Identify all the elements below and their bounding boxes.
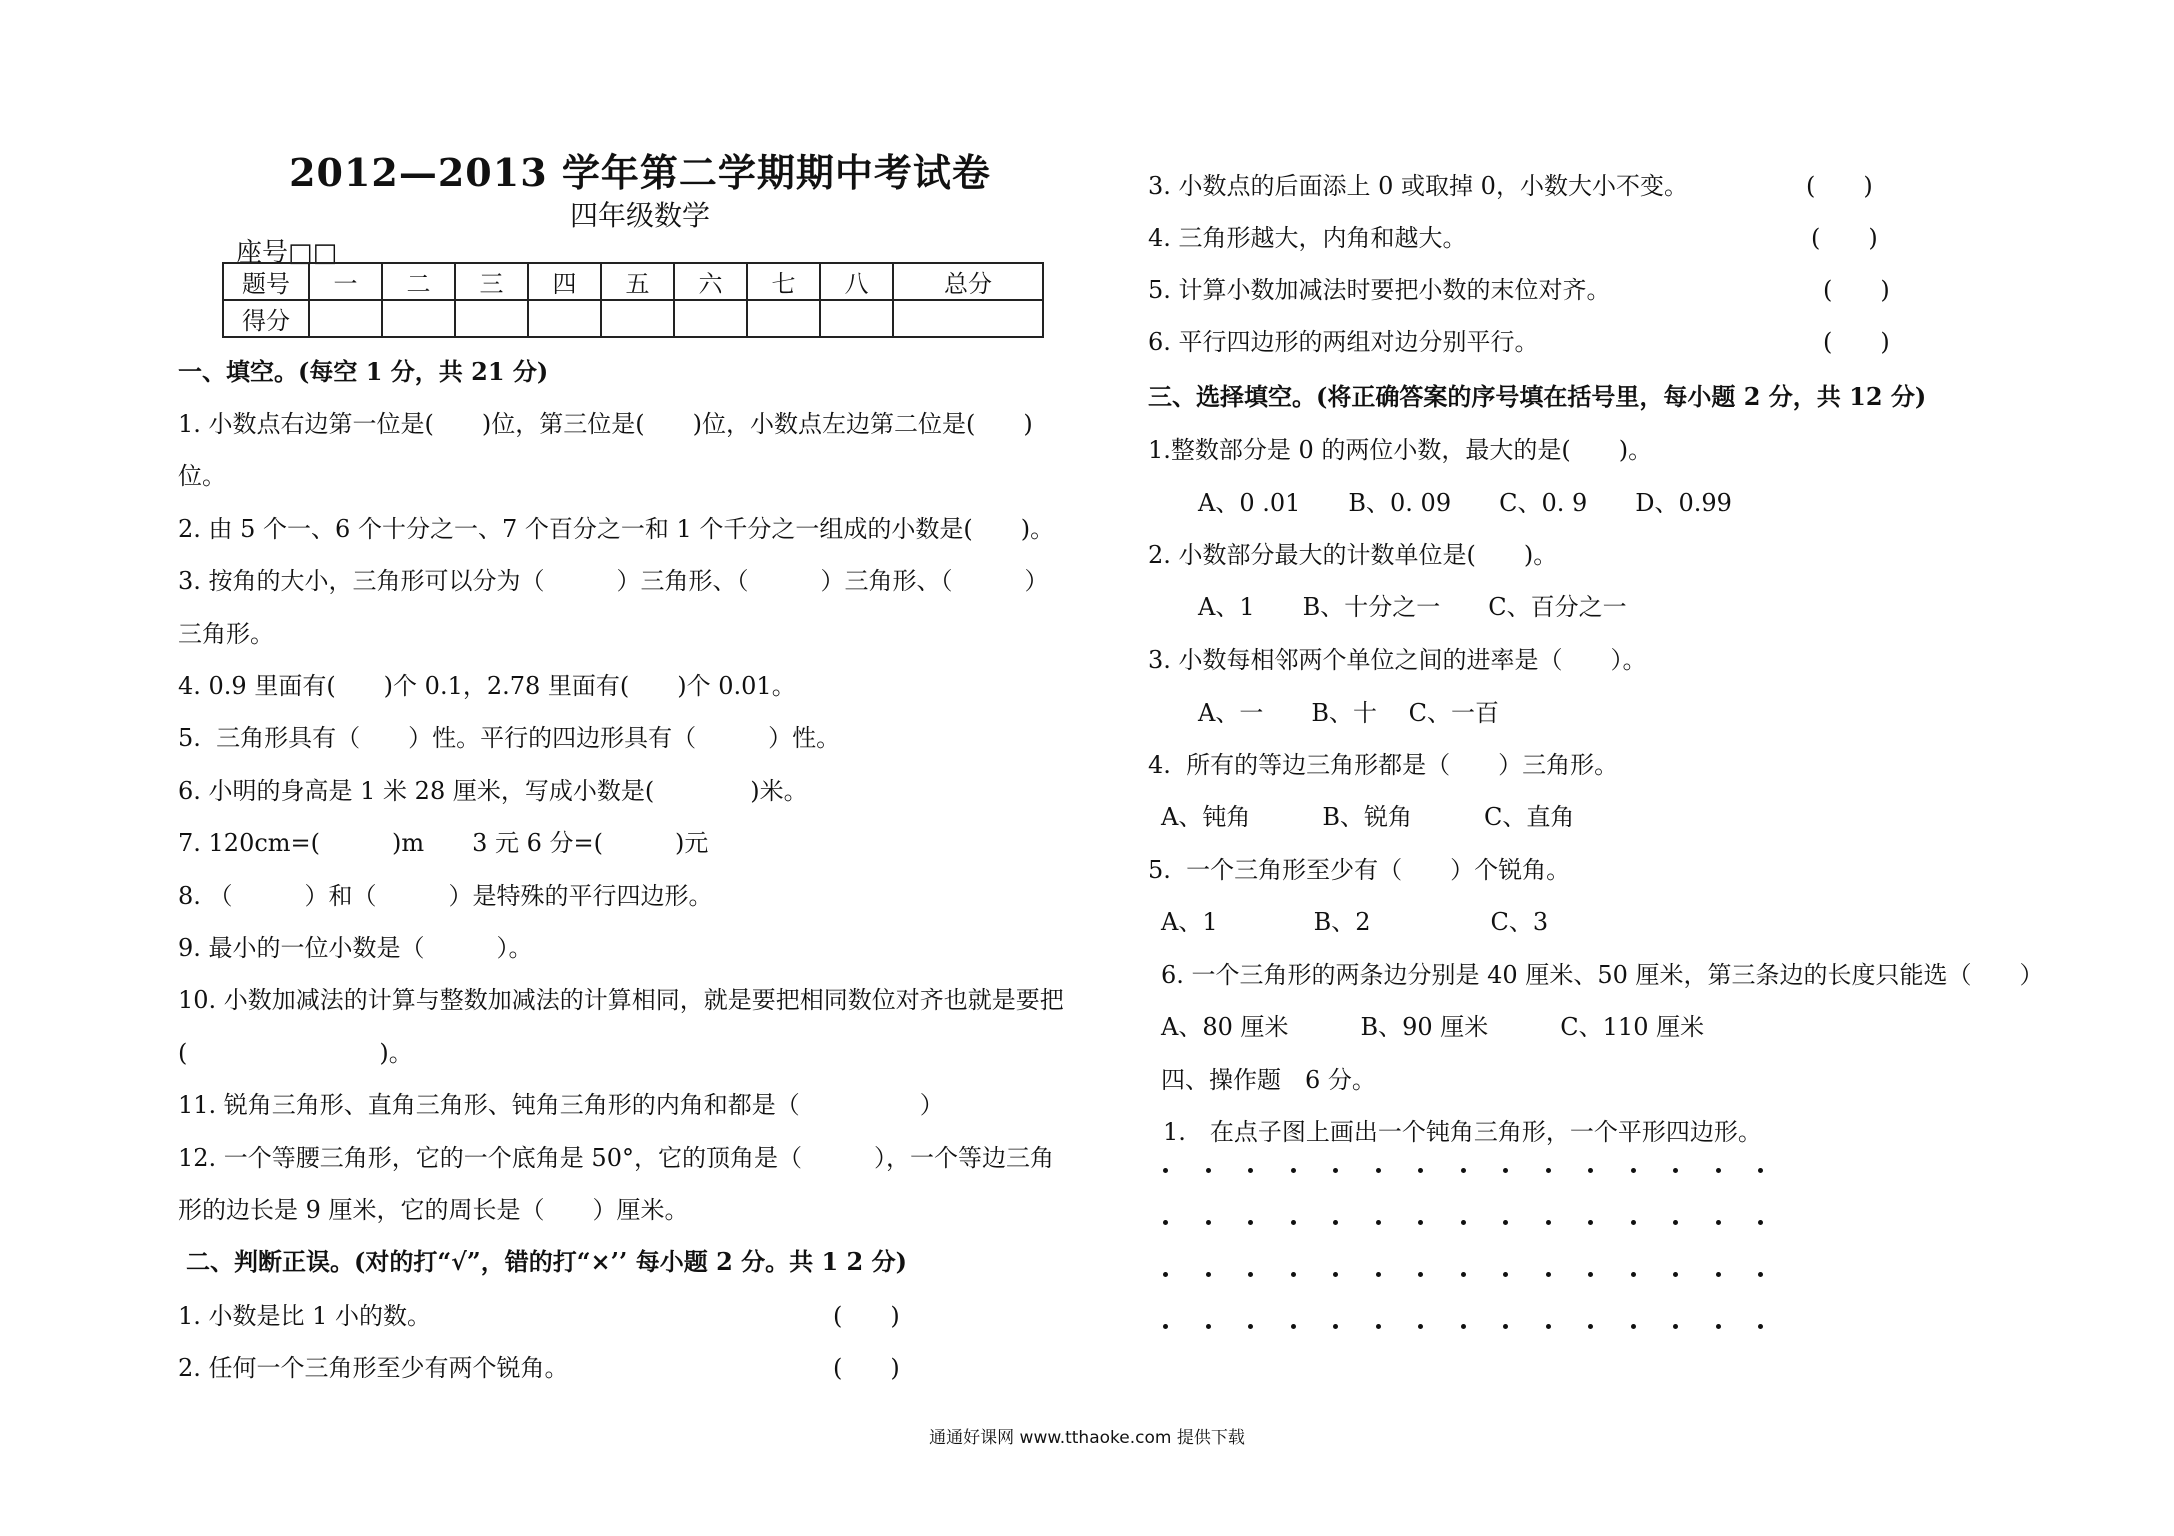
question-line: 3. 按角的大小，三角形可以分为（ ）三角形、（ ）三角形、（ ） — [178, 567, 1049, 595]
grid-dot — [1163, 1168, 1168, 1173]
grid-dot — [1333, 1220, 1338, 1225]
grid-dot — [1206, 1168, 1211, 1173]
section3-heading: 三、选择填空。(将正确答案的序号填在括号里，每小题 2 分，共 12 分) — [1148, 382, 1927, 411]
score-header-cell: 八 — [820, 263, 893, 300]
judge-item: 5. 计算小数加减法时要把小数的末位对齐。 — [1148, 276, 1611, 304]
grid-dot — [1163, 1324, 1168, 1329]
grid-dot — [1376, 1272, 1381, 1277]
grid-dot — [1588, 1324, 1593, 1329]
grid-dot — [1758, 1168, 1763, 1173]
grid-dot — [1588, 1272, 1593, 1277]
question-line: 4. 0.9 里面有( )个 0.1，2.78 里面有( )个 0.01。 — [178, 672, 796, 700]
exam-subtitle: 四年级数学 — [569, 199, 710, 232]
grid-dot — [1291, 1168, 1296, 1173]
score-row-label: 得分 — [223, 300, 309, 337]
grid-dot — [1461, 1220, 1466, 1225]
grid-dot — [1673, 1220, 1678, 1225]
score-cell — [382, 300, 455, 337]
answer-paren: ( ) — [833, 1354, 900, 1382]
score-cell — [820, 300, 893, 337]
section4-heading: 四、操作题 6 分。 — [1161, 1066, 1376, 1094]
score-cell — [309, 300, 382, 337]
grid-dot — [1461, 1324, 1466, 1329]
footer-credit: 通通好课网 www.tthaoke.com 提供下载 — [929, 1428, 1245, 1448]
section1-heading: 一、填空。(每空 1 分，共 21 分) — [178, 357, 549, 386]
answer-paren: ( ) — [1823, 328, 1890, 356]
grid-dot — [1248, 1220, 1253, 1225]
answer-paren: ( ) — [1811, 224, 1878, 252]
score-header-cell: 七 — [747, 263, 820, 300]
grid-dot — [1248, 1272, 1253, 1277]
grid-dot — [1673, 1324, 1678, 1329]
grid-dot — [1376, 1324, 1381, 1329]
judge-item: 3. 小数点的后面添上 0 或取掉 0，小数大小不变。 — [1148, 172, 1688, 200]
score-header-cell: 总分 — [893, 263, 1043, 300]
operation-task: 1. 在点子图上画出一个钝角三角形，一个平形四边形。 — [1163, 1118, 1762, 1146]
grid-dot — [1376, 1220, 1381, 1225]
answer-paren: ( ) — [1823, 276, 1890, 304]
judge-item: 1. 小数是比 1 小的数。 — [178, 1302, 432, 1330]
section2-heading: 二、判断正误。(对的打“√”，错的打“×’’ 每小题 2 分。共 1 2 分) — [186, 1247, 907, 1276]
choice-options: A、钝角 B、锐角 C、直角 — [1161, 803, 1575, 831]
score-header-cell: 四 — [528, 263, 601, 300]
judge-item: 6. 平行四边形的两组对边分别平行。 — [1148, 328, 1539, 356]
question-line: 10. 小数加减法的计算与整数加减法的计算相同，就是要把相同数位对齐也就是要把 — [178, 986, 1064, 1014]
grid-dot — [1503, 1168, 1508, 1173]
question-line: 11. 锐角三角形、直角三角形、钝角三角形的内角和都是（ ） — [178, 1091, 944, 1119]
question-line: 6. 小明的身高是 1 米 28 厘米，写成小数是( )米。 — [178, 777, 808, 805]
grid-dot — [1248, 1324, 1253, 1329]
choice-options: A、1 B、十分之一 C、百分之一 — [1198, 593, 1627, 621]
dot-grid — [1163, 1168, 1783, 1358]
grid-dot — [1163, 1272, 1168, 1277]
score-header-cell: 题号 — [223, 263, 309, 300]
score-header-cell: 六 — [674, 263, 747, 300]
exam-title: 2012—2013 学年第二学期期中考试卷 — [289, 150, 991, 195]
choice-question: 5. 一个三角形至少有（ ）个锐角。 — [1148, 856, 1571, 884]
score-header-cell: 一 — [309, 263, 382, 300]
choice-options: A、一 B、十 C、一百 — [1198, 699, 1499, 727]
grid-dot — [1461, 1168, 1466, 1173]
score-header-cell: 五 — [601, 263, 674, 300]
grid-dot — [1588, 1168, 1593, 1173]
grid-dot — [1631, 1168, 1636, 1173]
grid-dot — [1588, 1220, 1593, 1225]
grid-dot — [1333, 1272, 1338, 1277]
grid-dot — [1418, 1324, 1423, 1329]
grid-dot — [1291, 1272, 1296, 1277]
grid-dot — [1333, 1324, 1338, 1329]
choice-options: A、80 厘米 B、90 厘米 C、110 厘米 — [1161, 1013, 1705, 1041]
choice-question: 3. 小数每相邻两个单位之间的进率是（ ）。 — [1148, 646, 1647, 674]
grid-dot — [1631, 1220, 1636, 1225]
grid-dot — [1206, 1272, 1211, 1277]
question-line: 8. （ ）和（ ）是特殊的平行四边形。 — [178, 882, 713, 910]
question-line: 9. 最小的一位小数是（ ）。 — [178, 934, 533, 962]
grid-dot — [1716, 1324, 1721, 1329]
question-line: 2. 由 5 个一、6 个十分之一、7 个百分之一和 1 个千分之一组成的小数是( )。 — [178, 515, 1055, 543]
grid-dot — [1758, 1324, 1763, 1329]
seat-number-label: 座号□□ — [236, 238, 338, 268]
grid-dot — [1461, 1272, 1466, 1277]
score-cell — [528, 300, 601, 337]
grid-dot — [1163, 1220, 1168, 1225]
score-header-cell: 三 — [455, 263, 528, 300]
score-table-header-row — [223, 263, 1043, 300]
score-cell — [455, 300, 528, 337]
grid-dot — [1418, 1220, 1423, 1225]
grid-dot — [1546, 1272, 1551, 1277]
grid-dot — [1206, 1220, 1211, 1225]
question-line: 1. 小数点右边第一位是( )位，第三位是( )位，小数点左边第二位是( ) — [178, 410, 1033, 438]
grid-dot — [1546, 1220, 1551, 1225]
score-table-score-row — [223, 300, 1043, 337]
question-line: 三角形。 — [178, 620, 274, 648]
choice-question: 2. 小数部分最大的计数单位是( )。 — [1148, 541, 1558, 569]
question-line: 位。 — [178, 462, 226, 490]
grid-dot — [1291, 1324, 1296, 1329]
grid-dot — [1376, 1168, 1381, 1173]
grid-dot — [1631, 1272, 1636, 1277]
choice-question: 4. 所有的等边三角形都是（ ）三角形。 — [1148, 751, 1619, 779]
grid-dot — [1673, 1168, 1678, 1173]
choice-question: 1.整数部分是 0 的两位小数，最大的是( )。 — [1148, 436, 1653, 464]
score-cell — [747, 300, 820, 337]
grid-dot — [1206, 1324, 1211, 1329]
grid-dot — [1546, 1168, 1551, 1173]
question-line: 形的边长是 9 厘米，它的周长是（ ）厘米。 — [178, 1196, 689, 1224]
answer-paren: ( ) — [833, 1302, 900, 1330]
question-line: ( )。 — [178, 1039, 413, 1067]
choice-question: 6. 一个三角形的两条边分别是 40 厘米、50 厘米，第三条边的长度只能选（ ） — [1161, 961, 2044, 989]
answer-paren: ( ) — [1806, 172, 1873, 200]
judge-item: 2. 任何一个三角形至少有两个锐角。 — [178, 1354, 569, 1382]
grid-dot — [1546, 1324, 1551, 1329]
choice-options: A、1 B、2 C、3 — [1161, 908, 1549, 936]
grid-dot — [1631, 1324, 1636, 1329]
choice-options: A、0 .01 B、0. 09 C、0. 9 D、0.99 — [1198, 489, 1732, 517]
score-cell — [674, 300, 747, 337]
grid-dot — [1673, 1272, 1678, 1277]
score-table — [222, 262, 1044, 338]
score-header-cell: 二 — [382, 263, 455, 300]
grid-dot — [1716, 1168, 1721, 1173]
score-cell — [601, 300, 674, 337]
question-line: 12. 一个等腰三角形，它的一个底角是 50°，它的顶角是（ ），一个等边三角 — [178, 1144, 1054, 1172]
grid-dot — [1758, 1220, 1763, 1225]
judge-item: 4. 三角形越大，内角和越大。 — [1148, 224, 1467, 252]
question-line: 5. 三角形具有（ ）性。平行的四边形具有（ ）性。 — [178, 724, 841, 752]
grid-dot — [1291, 1220, 1296, 1225]
grid-dot — [1716, 1272, 1721, 1277]
grid-dot — [1503, 1272, 1508, 1277]
grid-dot — [1503, 1324, 1508, 1329]
grid-dot — [1418, 1168, 1423, 1173]
grid-dot — [1758, 1272, 1763, 1277]
grid-dot — [1503, 1220, 1508, 1225]
question-line: 7. 120cm=( )m 3 元 6 分=( )元 — [178, 829, 709, 857]
score-cell — [893, 300, 1043, 337]
grid-dot — [1333, 1168, 1338, 1173]
grid-dot — [1248, 1168, 1253, 1173]
grid-dot — [1418, 1272, 1423, 1277]
grid-dot — [1716, 1220, 1721, 1225]
